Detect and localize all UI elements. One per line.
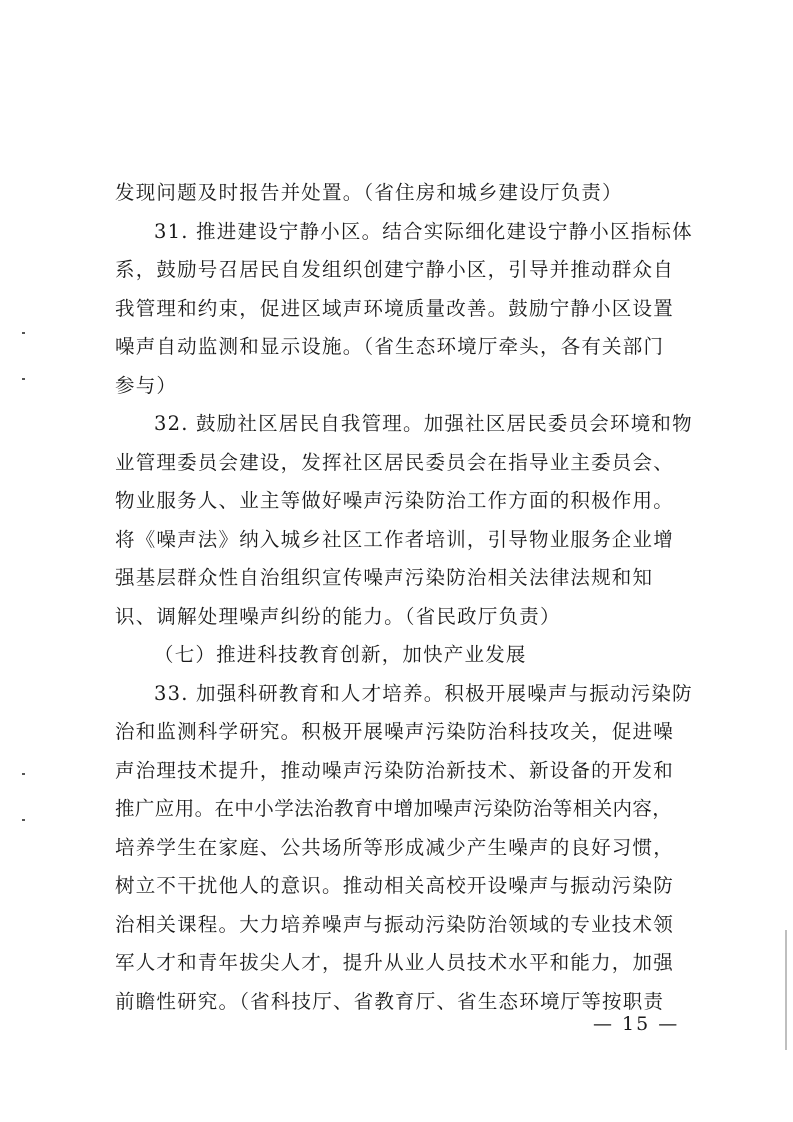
text-line: 参与） <box>115 373 178 397</box>
section-33-heading-line: 33. 加强科研教育和人才培养。积极开展噪声与振动污染防 <box>154 681 693 705</box>
text-line: 强基层群众性自治组织宣传噪声污染防治相关法律法规和知 <box>115 566 654 589</box>
text-line: 声治理技术提升，推动噪声污染防治新技术、新设备的开发和 <box>115 758 674 782</box>
section-31-heading-line: 31. 推进建设宁静小区。结合实际细化建设宁静小区指标体 <box>154 219 693 243</box>
text-line: 军人才和青年拔尖人才，提升从业人员技术水平和能力，加强 <box>115 951 674 974</box>
page-number: — 15 — <box>593 1013 680 1035</box>
text-line: 推广应用。在中小学法治教育中增加噪声污染防治等相关内容， <box>115 797 673 820</box>
text-line: 前瞻性研究。（省科技厅、省教育厅、省生态环境厅等按职责 <box>115 989 665 1013</box>
text-line: 培养学生在家庭、公共场所等形成减少产生噪声的良好习惯， <box>115 835 674 859</box>
text-line: 树立不干扰他人的意识。推动相关高校开设噪声与振动污染防 <box>115 874 674 897</box>
text-line: 物业服务人、业主等做好噪声污染防治工作方面的积极作用。 <box>115 489 674 512</box>
text-line: 识、调解处理噪声纠纷的能力。（省民政厅负责） <box>115 604 561 628</box>
binding-hole-mark <box>22 332 25 334</box>
text-line: 发现问题及时报告并处置。（省住房和城乡建设厅负责） <box>115 181 623 204</box>
text-line: 将《噪声法》纳入城乡社区工作者培训，引导物业服务企业增 <box>115 527 674 551</box>
binding-hole-mark <box>22 819 25 821</box>
text-line: 治相关课程。大力培养噪声与振动污染防治领域的专业技术领 <box>115 912 674 936</box>
document-body <box>115 174 693 1021</box>
text-line: 噪声自动监测和显示设施。（省生态环境厅牵头，各有关部门 <box>115 335 665 358</box>
scan-edge-shadow <box>785 930 787 1050</box>
section-32-heading-line: 32. 鼓励社区居民自我管理。加强社区居民委员会环境和物 <box>154 412 693 435</box>
text-line: 我管理和约束，促进区域声环境质量改善。鼓励宁静小区设置 <box>115 296 674 320</box>
subsection-7-heading: （七）推进科技教育创新，加快产业发展 <box>154 643 527 666</box>
binding-hole-mark <box>22 378 25 380</box>
text-line: 业管理委员会建设，发挥社区居民委员会在指导业主委员会、 <box>115 450 674 474</box>
text-line: 治和监测科学研究。积极开展噪声污染防治科技攻关，促进噪 <box>115 720 674 743</box>
binding-hole-mark <box>22 773 25 775</box>
text-line: 系，鼓励号召居民自发组织创建宁静小区，引导并推动群众自 <box>115 258 674 281</box>
